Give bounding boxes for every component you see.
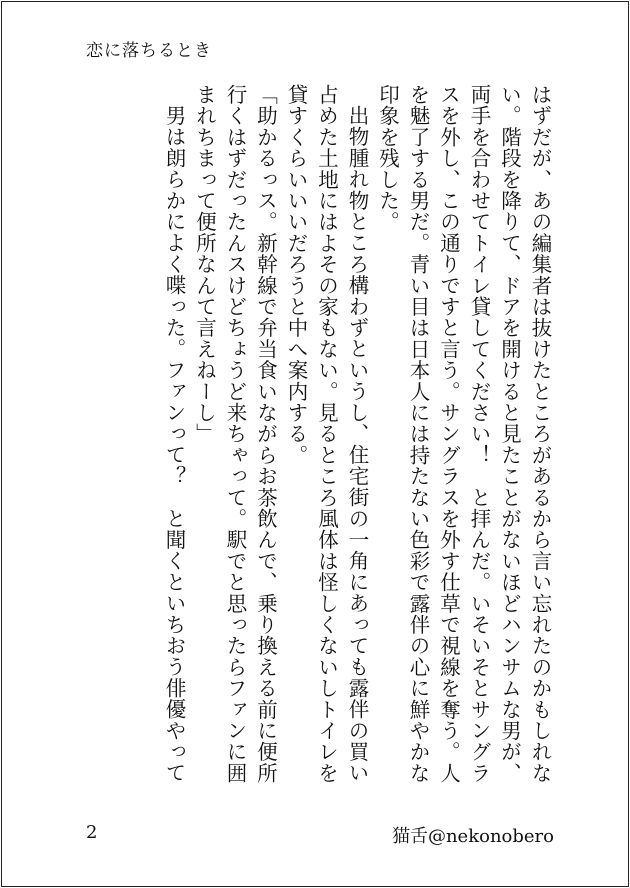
paragraph-3: 「助かるっス。新幹線で弁当食いながらお茶飲んで、乗り換える前に便所行くはずだったんスけどちょうど来ちゃって。駅でと思ったらファンに囲まれちまって便所なんて言えねーし」 <box>192 84 278 784</box>
paragraph-4: 男は朗らかによく喋った。ファンって？ と聞くといちおう俳優やって <box>162 104 186 783</box>
page-number: 2 <box>86 822 98 843</box>
running-title: 恋に落ちるとき <box>86 41 212 61</box>
body-text <box>67 84 555 804</box>
author-credit: 猫舌@nekonobero <box>391 826 554 847</box>
paragraph-1: はずだが、あの編集者は抜けたところがあるから言い忘れたのかもしれない。階段を降りて、ドアを開けると見たことがないほどハンサムな男が、両手を合わせてトイレ貸してください！ と拝んだ。いそいそとサングラスを外し、この通りですと言う。サングラスを外す仕草で視線を奪う。人を魅了する男だ。青い目は日本人には持たない色彩で露伴の心に鮮やかな印象を残した。 <box>375 84 552 784</box>
paragraph-2: 出物腫れ物ところ構わずというし、住宅街の一角にあっても露伴の買い占めた土地にはよその家もない。見るところ風体は怪しくないしトイレを貸すくらいいいだろうと中へ案内する。 <box>284 84 369 784</box>
